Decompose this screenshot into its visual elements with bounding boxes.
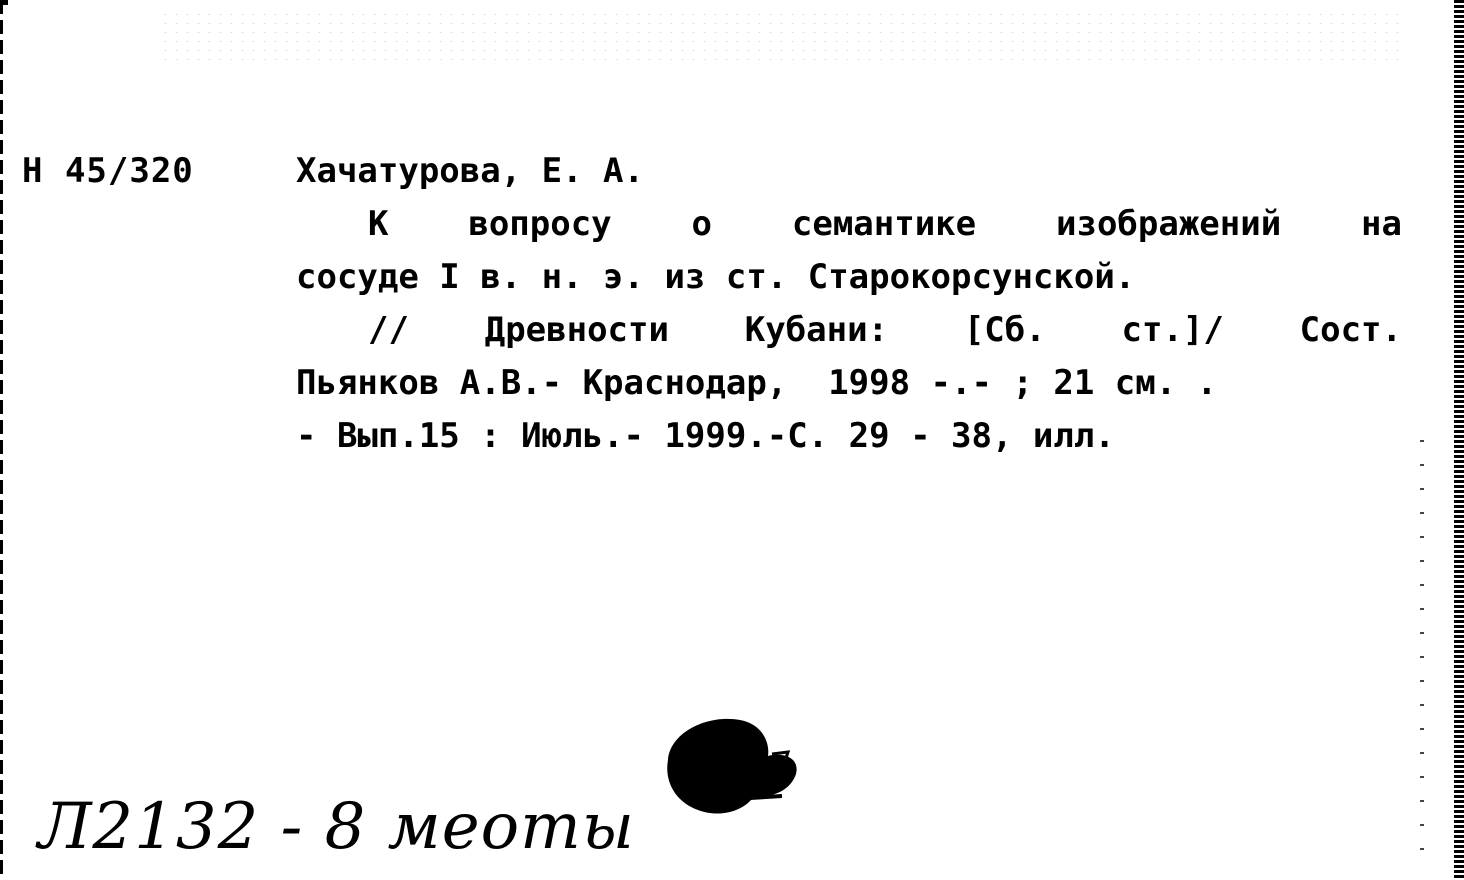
title-word: о — [691, 204, 713, 244]
title-word: изображений — [1056, 204, 1282, 244]
title-line-2: сосуде I в. н. э. из ст. Старокорсунской. — [296, 257, 1136, 297]
source-word: Сост. — [1299, 310, 1402, 350]
source-line-2: Пьянков А.В.- Краснодар, 1998 -.- ; 21 см. . — [296, 363, 1218, 403]
source-word: ст.]/ — [1121, 310, 1224, 350]
bibliographic-entry — [296, 148, 1402, 466]
title-word: семантике — [791, 204, 977, 244]
title-line-1 — [296, 201, 1402, 254]
author-line: Хачатурова, Е. А. — [296, 151, 644, 191]
card-right-edge — [1454, 0, 1464, 880]
handwritten-note: Л2132 - 8 меоты — [38, 790, 635, 864]
card-left-edge — [0, 0, 3, 880]
title-word: вопросу — [468, 204, 612, 244]
title-word: К — [368, 204, 389, 244]
punch-hole — [658, 712, 808, 822]
source-line-3: - Вып.15 : Июль.- 1999.-С. 29 - 38, илл. — [296, 416, 1115, 456]
source-line-1 — [296, 307, 1402, 360]
source-word: Древности — [484, 310, 669, 350]
source-word: Кубани: — [744, 310, 889, 350]
title-word: на — [1361, 204, 1402, 244]
source-word: [Сб. — [963, 310, 1046, 350]
source-word: // — [368, 310, 409, 350]
scan-noise — [160, 10, 1400, 60]
scan-dots — [1420, 440, 1424, 870]
shelfmark: Н 45/320 — [22, 151, 194, 191]
